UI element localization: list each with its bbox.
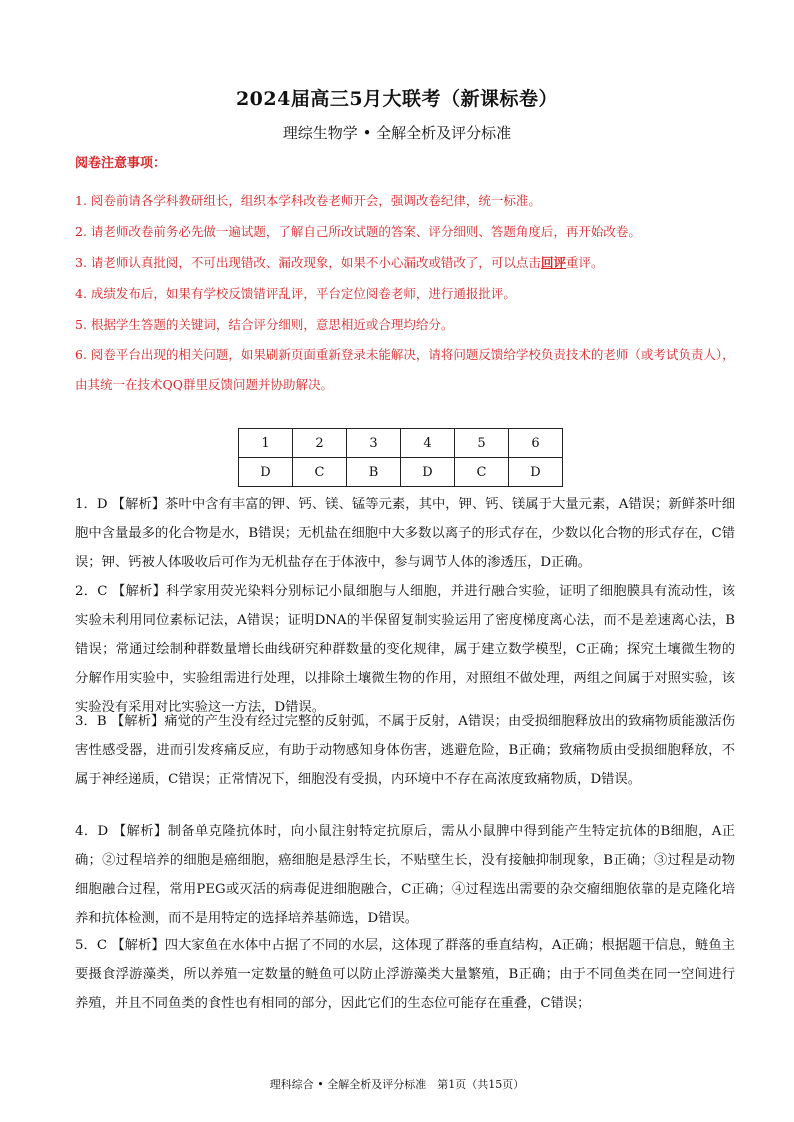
answer-cell: D — [239, 458, 293, 487]
question-number-cell: 5 — [455, 429, 509, 458]
explanation-tag: 【解析】 — [111, 584, 167, 599]
explanation-2 — [75, 577, 735, 722]
question-number-cell: 2 — [293, 429, 347, 458]
notice-number: 2. — [75, 224, 87, 239]
question-number-cell: 6 — [509, 429, 563, 458]
answer-cell: B — [347, 458, 401, 487]
page-subtitle: 理综生物学 • 全解全析及评分标准 — [282, 124, 512, 142]
notice-text: 成绩发布后，如果有学校反馈错评乱评，平台定位阅卷老师，进行通报批评。 — [90, 286, 516, 301]
answer-cell: D — [401, 458, 455, 487]
explanation-text: 四大家鱼在水体中占据了不同的水层，这体现了群落的垂直结构，A正确；根据题干信息，鲢鱼主要摄食浮游藻类，所以养殖一定数量的鲢鱼可以防止浮游藻类大量繁殖，B正确；由于不同鱼类在同一空间进行养殖，并且不同鱼类的食性也有相同的部分，因此它们的生态位可能存在重叠，C错误； — [75, 938, 736, 1011]
explanation-1 — [75, 490, 735, 577]
explanation-tag: 【解析】 — [110, 714, 165, 729]
explanation-tag: 【解析】 — [112, 824, 168, 839]
question-number-cell: 4 — [401, 429, 455, 458]
explanation-number: 1．D — [75, 497, 108, 512]
explanation-number: 4．D — [75, 824, 109, 839]
notice-item — [75, 340, 735, 400]
notice-text: 请老师改卷前务必先做一遍试题，了解自己所改试题的答案、评分细则、答题角度后，再开始改卷。 — [90, 224, 641, 239]
answer-table-number-row — [239, 429, 563, 458]
explanation-tag: 【解析】 — [111, 938, 165, 953]
notice-number: 4. — [75, 286, 87, 301]
notice-number: 6. — [75, 347, 87, 362]
page-title: 2024届高三5月大联考（新课标卷） — [235, 88, 559, 110]
notice-item — [75, 185, 735, 216]
notice-text: 阅卷平台出现的相关问题，如果刷新页面重新登录未能解决，请将问题反馈给学校负责技术的老师（或考试负责人），由其统一在技术QQ群里反馈问题并协助解决。 — [75, 347, 735, 392]
question-number-cell: 3 — [347, 429, 401, 458]
notice-item — [75, 247, 735, 278]
answer-table — [238, 428, 563, 487]
page-footer: 理科综合 • 全解全析及评分标准 第1页（共15页） — [269, 1078, 525, 1091]
answer-cell: C — [293, 458, 347, 487]
explanation-number: 2．C — [75, 584, 108, 599]
notice-item — [75, 216, 735, 247]
notice-text: 阅卷前请各学科教研组长，组织本学科改卷老师开会，强调改卷纪律，统一标准。 — [90, 193, 541, 208]
notice-number: 3. — [75, 255, 87, 270]
grading-notice — [75, 152, 735, 400]
explanation-tag: 【解析】 — [111, 497, 166, 512]
explanation-text: 科学家用荧光染料分别标记小鼠细胞与人细胞，并进行融合实验，证明了细胞膜具有流动性，该实验未利用同位素标记法，A错误；证明DNA的半保留复制实验运用了密度梯度离心法，而不是差速离心法，B错误；常通过绘制种群数量增长曲线研究种群数量的变化规律，属于建立数学模型，C正确；探究土壤微生物的分解作用实验中，实验组需进行处理，以排除土壤微生物的作用，对照组不做处理，两组之间属于对照实验，该实验没有采用对比实验这一方法，D错误。 — [75, 584, 736, 715]
notice-number: 1. — [75, 193, 87, 208]
notice-text: 请老师认真批阅，不可出现错改、漏改现象，如果不小心漏改或错改了，可以点击 — [90, 255, 541, 270]
notice-text: 根据学生答题的关键词，结合评分细则，意思相近或合理均给分。 — [90, 317, 454, 332]
explanation-number: 5．C — [75, 938, 108, 953]
explanation-text: 痛觉的产生没有经过完整的反射弧，不属于反射，A错误；由受损细胞释放出的致痛物质能激活伤害性感受器，进而引发疼痛反应，有助于动物感知身体伤害，逃避危险，B正确；致痛物质由受损细胞释放，不属于神经递质，C错误；正常情况下，细胞没有受损，内环境中不存在高浓度致痛物质，D错误。 — [75, 714, 736, 787]
notice-number: 5. — [75, 317, 87, 332]
explanation-4 — [75, 817, 735, 933]
answer-cell: D — [509, 458, 563, 487]
notice-item — [75, 278, 735, 309]
explanation-number: 3．B — [75, 714, 107, 729]
notice-item — [75, 309, 735, 340]
explanation-text: 茶叶中含有丰富的钾、钙、镁、锰等元素，其中，钾、钙、镁属于大量元素，A错误；新鲜茶叶细胞中含量最多的化合物是水，B错误；无机盐在细胞中大多数以离子的形式存在，少数以化合物的形式存在，C错误；钾、钙被人体吸收后可作为无机盐存在于体液中，参与调节人体的渗透压，D正确。 — [75, 497, 736, 570]
answer-table-answer-row — [239, 458, 563, 487]
explanation-text: 制备单克隆抗体时，向小鼠注射特定抗原后，需从小鼠脾中得到能产生特定抗体的B细胞，A正确；②过程培养的细胞是癌细胞，癌细胞是悬浮生长，不贴壁生长，没有接触抑制现象，B正确；③过程是动物细胞融合过程，常用PEG或灭活的病毒促进细胞融合，C正确；④过程选出需要的杂交瘤细胞依靠的是克隆化培养和抗体检测，而不是用特定的选择培养基筛选，D错误。 — [75, 824, 736, 926]
explanation-5 — [75, 931, 735, 1018]
answer-cell: C — [455, 458, 509, 487]
question-number-cell: 1 — [239, 429, 293, 458]
notice-heading: 阅卷注意事项： — [75, 156, 167, 171]
review-link[interactable]: 回评 — [540, 255, 566, 270]
notice-text: 重评。 — [565, 255, 604, 270]
explanation-3 — [75, 707, 735, 794]
